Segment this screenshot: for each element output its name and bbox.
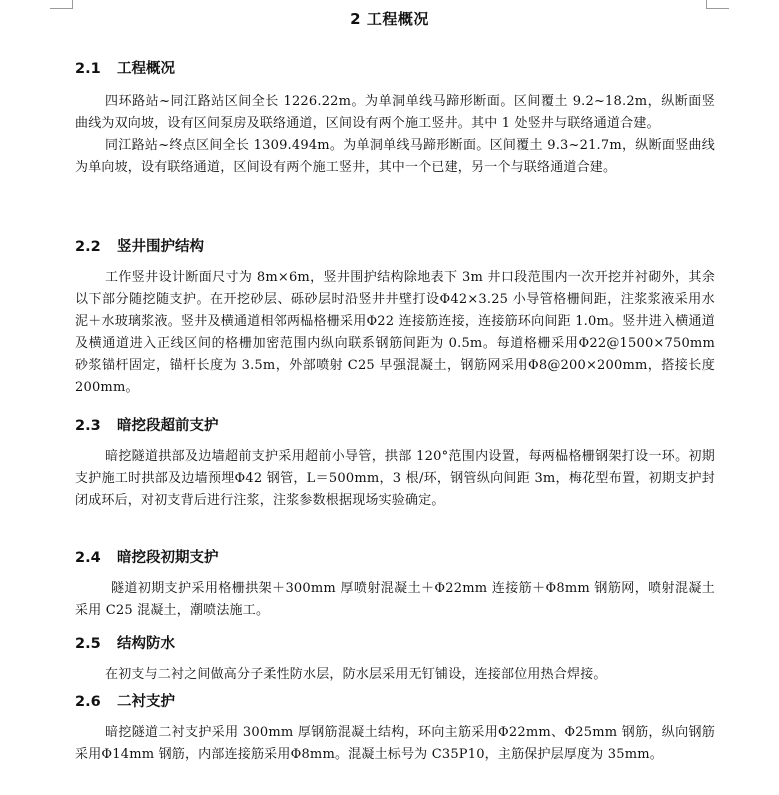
section-heading: [75, 632, 715, 656]
section-2-1: [75, 57, 715, 179]
section-number: 2.4: [75, 550, 101, 566]
paragraph: 隧道初期支护采用格栅拱架＋300mm 厚喷射混凝土＋Φ22mm 连接筋＋Φ8mm 钢筋网，喷射混凝土采用 C25 混凝土，潮喷法施工。: [75, 581, 715, 618]
section-2-5: [75, 632, 715, 686]
paragraph: 暗挖隧道拱部及边墙超前支护采用超前小导管，拱部 120°范围内设置，每两榀格栅钢架打设一环。初期支护施工时拱部及边墙预埋Φ42 钢管，L＝500mm，3 根/环，钢管纵向间距 3m，梅花型布置，初期支护封闭成环后，对初支背后进行注浆，注浆参数根据现场实验确定。: [75, 449, 715, 508]
section-heading: [75, 235, 715, 259]
section-2-2: [75, 235, 715, 399]
section-title: 暗挖段超前支护: [117, 418, 219, 434]
page-title: 2 工程概况: [350, 10, 429, 28]
section-number: 2.2: [75, 239, 101, 255]
section-2-4: [75, 546, 715, 622]
section-heading: [75, 546, 715, 570]
section-heading: [75, 690, 715, 714]
section-2-3: [75, 414, 715, 512]
paragraph: 在初支与二衬之间做高分子柔性防水层，防水层采用无钉铺设，连接部位用热合焊接。: [105, 667, 607, 682]
section-heading: [75, 414, 715, 438]
section-number: 2.5: [75, 636, 101, 652]
section-title: 竖井围护结构: [117, 239, 204, 255]
paragraph: 工作竖井设计断面尺寸为 8m×6m，竖井围护结构除地表下 3m 井口段范围内一次开挖并衬砌外，其余以下部分随挖随支护。在开挖砂层、砾砂层时沿竖井井壁打设Φ42×3.25 小导管格栅间距，注浆浆液采用水泥＋水玻璃浆液。竖井及横通道相邻两榀格栅采用Φ22 连接筋连接，连接筋环向间距 1.0m。竖井进入横通道及横通道进入正线区间的格栅加密范围内纵向联系钢筋间距为 0.5m。每道格栅采用Φ22@1500×750mm 砂浆锚杆固定，锚杆长度为 3.5m，外部喷射 C25 早强混凝土，钢筋网采用Φ8@200×200mm，搭接长度 200mm。: [75, 270, 715, 395]
section-title: 结构防水: [117, 636, 175, 652]
section-title: 暗挖段初期支护: [117, 550, 219, 566]
section-title: 二衬支护: [117, 694, 175, 710]
section-number: 2.1: [75, 61, 101, 77]
section-heading: [75, 57, 715, 81]
section-title: 工程概况: [117, 61, 175, 77]
paragraph: 暗挖隧道二衬支护采用 300mm 厚钢筋混凝土结构，环向主筋采用Φ22mm、Φ25mm 钢筋，纵向钢筋采用Φ14mm 钢筋，内部连接筋采用Φ8mm。混凝土标号为 C35P10，主筋保护层厚度为 35mm。: [75, 725, 715, 762]
paragraph: 同江路站~终点区间全长 1309.494m。为单洞单线马蹄形断面。区间覆土 9.3~21.7m，纵断面竖曲线为单向坡，设有联络通道，区间设有两个施工竖井，其中一个已建，另一个与联络通道合建。: [75, 138, 715, 175]
paragraph: 四环路站~同江路站区间全长 1226.22m。为单洞单线马蹄形断面。区间覆土 9.2~18.2m，纵断面竖曲线为双向坡，设有区间泵房及联络通道，区间设有两个施工竖井。其中 1 处竖井与联络通道合建。: [75, 94, 715, 131]
section-2-6: [75, 690, 715, 766]
section-number: 2.6: [75, 694, 101, 710]
section-number: 2.3: [75, 418, 101, 434]
